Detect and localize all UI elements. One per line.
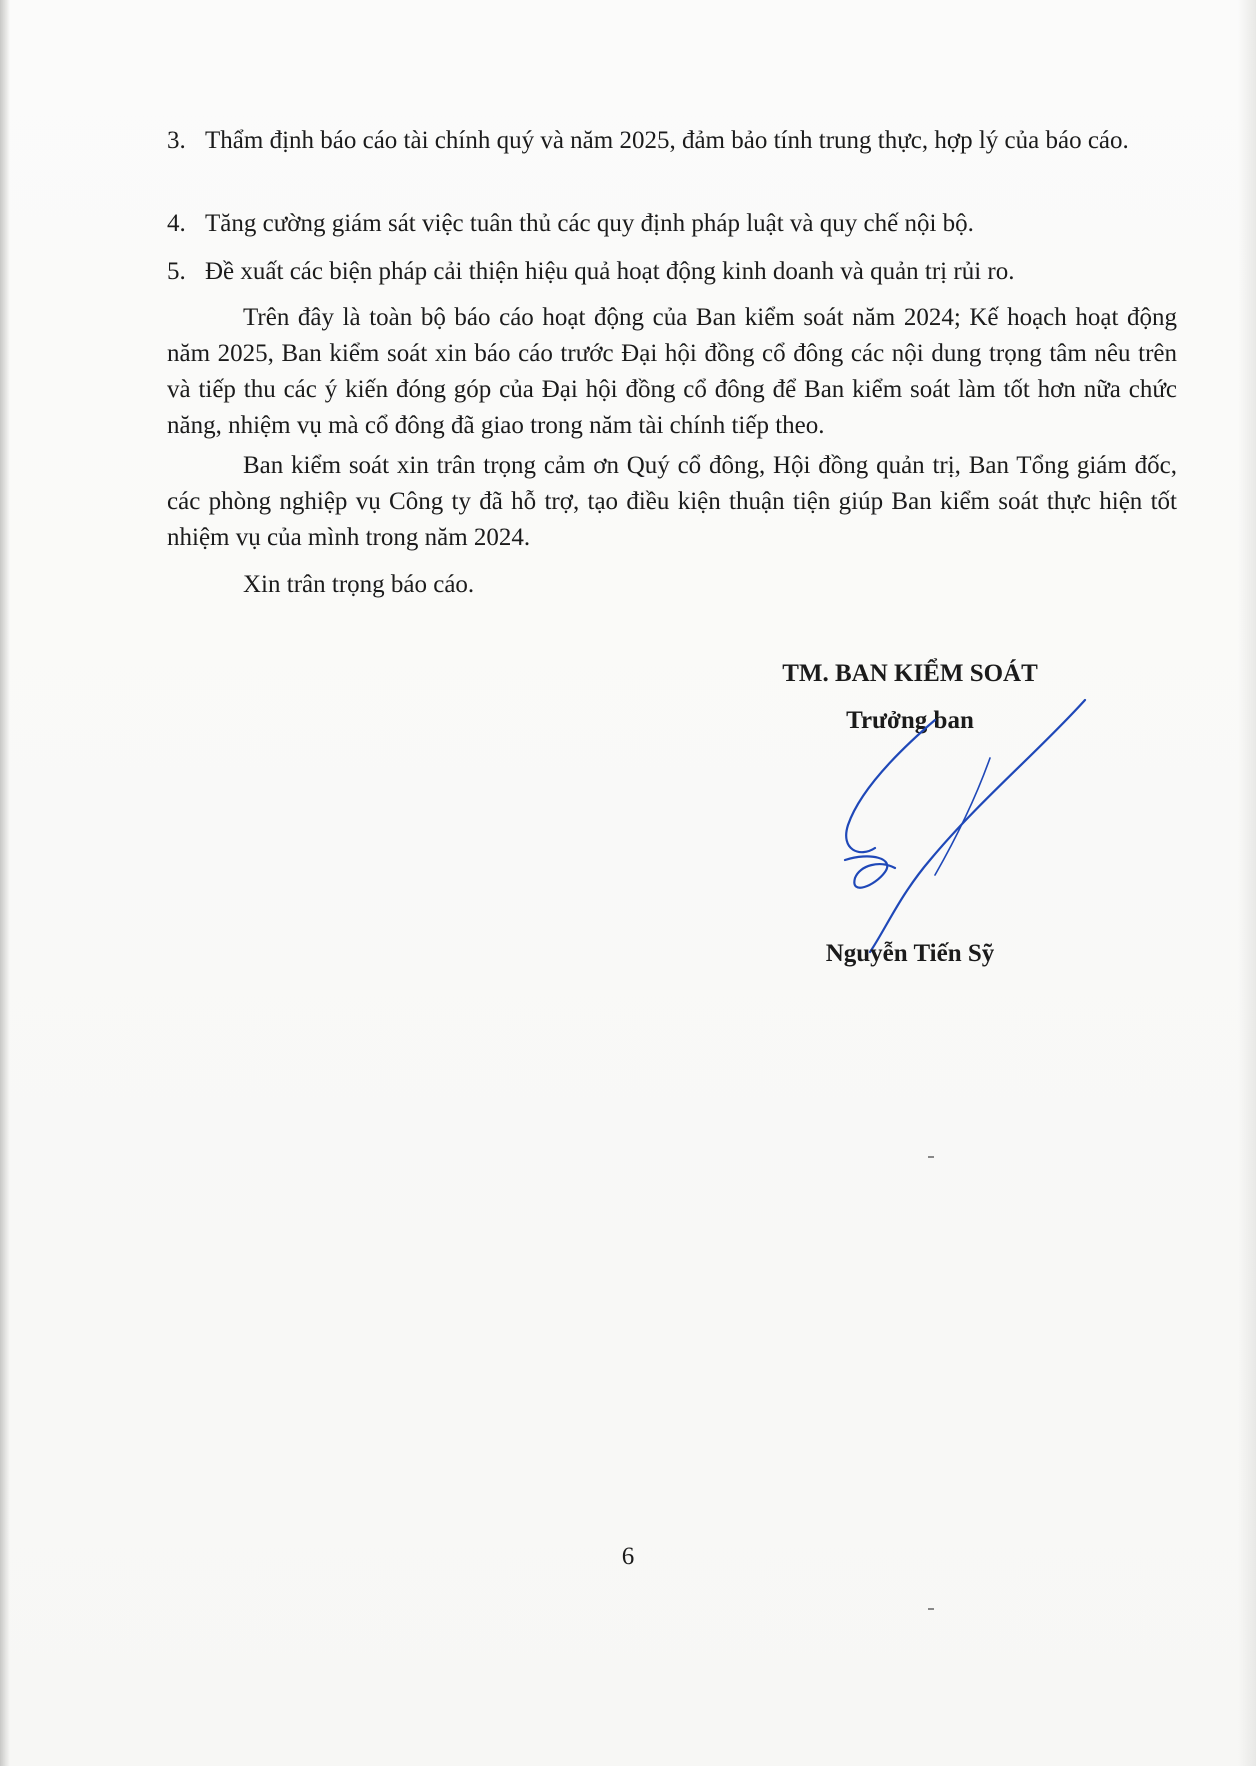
list-text: Thẩm định báo cáo tài chính quý và năm 2025, đảm bảo tính trung thực, hợp lý của báo cáo. [205,127,1129,154]
signature-stroke [845,856,895,887]
scan-speck [928,1608,934,1610]
paragraph-closing: Xin trân trọng báo cáo. [243,571,475,598]
list-item-4 [167,205,1177,242]
list-number: 5. [167,258,186,285]
signature-stroke [846,720,935,852]
list-text: Tăng cường giám sát việc tuân thủ các quy định pháp luật và quy chế nội bộ. [205,210,974,237]
scan-edge-right [1238,0,1256,1766]
signer-name: Nguyễn Tiến Sỹ [825,940,995,967]
paragraph-thanks: Ban kiểm soát xin trân trọng cảm ơn Quý cổ đông, Hội đồng quản trị, Ban Tổng giám đốc, các phòng nghiệp vụ Công ty đã hỗ trợ, tạo điều kiện thuận tiện giúp Ban kiểm soát thực hiện tốt nhiệm vụ của mình trong năm 2024. [167,452,1177,551]
scan-edge-left [0,0,10,1766]
list-number: 3. [167,127,186,154]
scan-speck [928,1156,934,1158]
list-text: Đề xuất các biện pháp cải thiện hiệu quả hoạt động kinh doanh và quản trị rủi ro. [205,258,1015,285]
signature-stroke [870,700,1085,952]
signature-org: TM. BAN KIỂM SOÁT [782,660,1038,687]
page-number: 6 [621,1543,635,1570]
signature-stroke [935,758,990,875]
signature-title: Trưởng ban [846,707,974,734]
paragraph-summary: Trên đây là toàn bộ báo cáo hoạt động của Ban kiểm soát năm 2024; Kế hoạch hoạt động năm 2025, Ban kiểm soát xin báo cáo trước Đại hội đồng cổ đông các nội dung trọng tâm nêu trên và tiếp thu các ý kiến đóng góp của Đại hội đồng cổ đông để Ban kiểm soát làm tốt hơn nữa chức năng, nhiệm vụ mà cổ đông đã giao trong năm tài chính tiếp theo. [167,304,1177,439]
handwritten-signature [840,690,1100,970]
list-number: 4. [167,210,186,237]
list-item-3 [167,122,1177,159]
list-item-5 [167,253,1177,290]
